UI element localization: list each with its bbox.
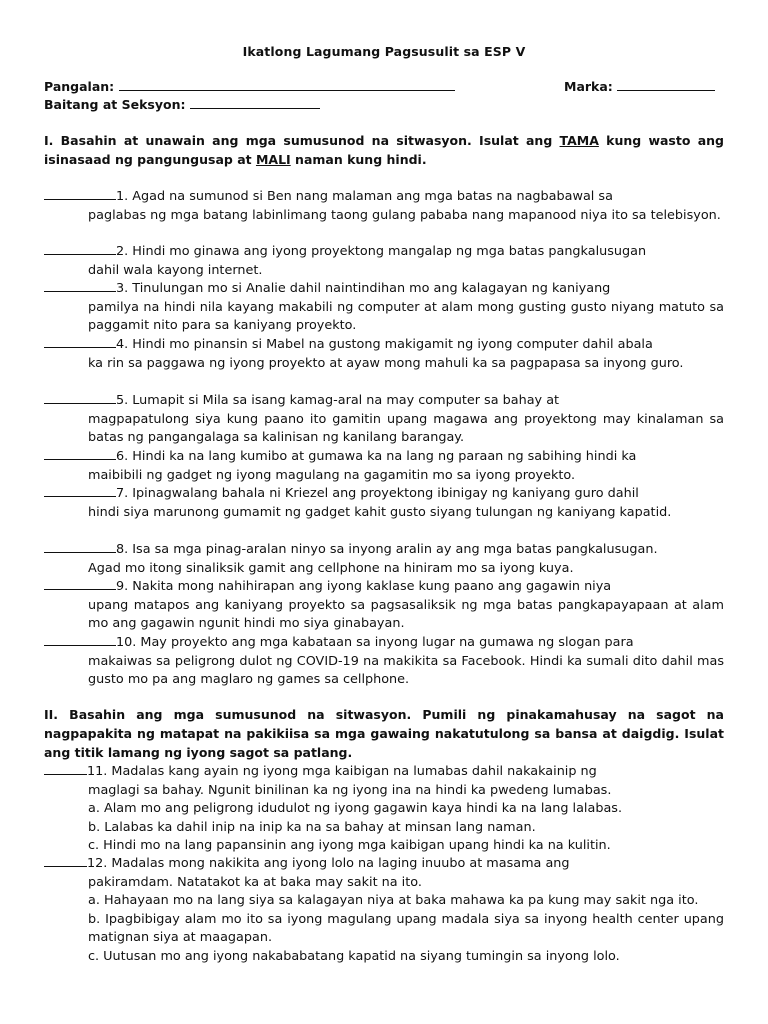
- part1-instructions: [44, 131, 724, 169]
- question-item-8: [44, 539, 724, 578]
- name-field: [44, 78, 455, 94]
- question-text: 12. Madalas mong nakikita ang iyong lolo na laging inuubo at masama ang: [87, 856, 570, 871]
- name-label: Pangalan:: [44, 79, 115, 94]
- question-text-cont: ka rin sa paggawa ng iyong proyekto at ayaw mong mahuli ka sa pagpapasa sa inyong guro.: [88, 355, 684, 371]
- answer-blank[interactable]: [44, 853, 87, 867]
- question-item-6: [44, 446, 724, 485]
- choice-c: c. Uutusan mo ang iyong nakababatang kapatid na siyang tumingin sa inyong lolo.: [88, 948, 620, 964]
- question-item-3: [44, 278, 724, 336]
- question-text-cont: dahil wala kayong internet.: [88, 262, 263, 278]
- page-title: Ikatlong Lagumang Pagsusulit sa ESP V: [242, 44, 526, 59]
- grade-section-label: Baitang at Seksyon:: [44, 97, 186, 112]
- question-text: 11. Madalas kang ayain ng iyong mga kaibigan na lumabas dahil nakakainip ng: [87, 764, 597, 779]
- answer-blank[interactable]: [44, 483, 116, 497]
- answer-blank[interactable]: [44, 761, 87, 775]
- question-text-cont: pamilya na hindi nila kayang makabili ng computer at alam mong gusting gusto niyang matuto sa paggamit nito para sa kaniyang proyekto.: [88, 299, 724, 333]
- question-text: 7. Ipinagwalang bahala ni Kriezel ang proyektong ibinigay ng kaniyang guro dahil: [116, 486, 639, 501]
- choice-c: c. Hindi mo na lang papansinin ang iyong mga kaibigan upang hindi ka na kulitin.: [88, 838, 611, 853]
- score-label: Marka:: [564, 79, 613, 94]
- question-text: 1. Agad na sumunod si Ben nang malaman ang mga batas na nagbabawal sa: [116, 189, 613, 204]
- question-item-11: [44, 761, 724, 856]
- part1-heading-text-b: kung wasto ang isinasaad ng pangungusap at: [44, 133, 724, 167]
- question-item-12: [44, 853, 724, 966]
- question-text-cont: pakiramdam. Natatakot ka at baka may sakit na ito.: [88, 874, 422, 890]
- name-blank[interactable]: [119, 78, 455, 91]
- question-text: 9. Nakita mong nahihirapan ang iyong kaklase kung paano ang gagawin niya: [116, 579, 612, 594]
- question-text: 3. Tinulungan mo si Analie dahil naintindihan mo ang kalagayan ng kaniyang: [116, 281, 611, 296]
- tama-keyword: TAMA: [559, 133, 599, 148]
- answer-blank[interactable]: [44, 186, 116, 200]
- answer-blank[interactable]: [44, 539, 116, 553]
- question-item-9: [44, 576, 724, 634]
- question-item-4: [44, 334, 724, 373]
- question-item-2: [44, 241, 724, 280]
- question-text-cont: magpapatulong siya kung paano ito gamitin upang magawa ang proyektong may kinalaman sa batas ng pangangalaga sa kalinisan ng kanilang barangay.: [88, 411, 724, 445]
- question-text: 2. Hindi mo ginawa ang iyong proyektong mangalap ng mga batas pangkalusugan: [116, 244, 647, 259]
- answer-blank[interactable]: [44, 390, 116, 404]
- question-text-cont: maibibili ng gadget ng iyong magulang na gagamitin mo sa iyong proyekto.: [88, 467, 576, 483]
- grade-section-blank[interactable]: [190, 96, 320, 109]
- question-text: 5. Lumapit si Mila sa isang kamag-aral na may computer sa bahay at: [116, 393, 560, 408]
- question-item-5: [44, 390, 724, 448]
- question-text-cont: maglagi sa bahay. Ngunit binilinan ka ng iyong ina na hindi ka pwedeng lumabas.: [88, 782, 612, 798]
- question-text: 4. Hindi mo pinansin si Mabel na gustong makigamit ng iyong computer dahil abala: [116, 337, 653, 352]
- question-text-cont: upang matapos ang kaniyang proyekto sa pagsasaliksik ng mga batas pangkapayapaan at alam mo ang gagawin ngunit hindi mo siya ginabayan.: [88, 597, 724, 631]
- answer-blank[interactable]: [44, 632, 116, 646]
- answer-blank[interactable]: [44, 241, 116, 255]
- score-field: [564, 78, 715, 94]
- mali-keyword: MALI: [255, 152, 291, 167]
- part1-heading-text-c: naman kung hindi.: [290, 152, 427, 167]
- question-text-cont: Agad mo itong sinaliksik gamit ang cellphone na hiniram mo sa iyong kuya.: [88, 560, 574, 576]
- question-text-cont: makaiwas sa peligrong dulot ng COVID-19 na makikita sa Facebook. Hindi ka sumali dito dahil mas gusto mo pa ang maglaro ng games sa cellphone.: [88, 653, 724, 687]
- score-blank[interactable]: [617, 78, 715, 91]
- question-item-7: [44, 483, 724, 522]
- question-text: 10. May proyekto ang mga kabataan sa inyong lugar na gumawa ng slogan para: [116, 635, 634, 650]
- choice-a: a. Alam mo ang peligrong idudulot ng iyong gagawin kaya hindi ka na lang lalabas.: [88, 801, 623, 816]
- answer-blank[interactable]: [44, 446, 116, 460]
- question-text: 8. Isa sa mga pinag-aralan ninyo sa inyong aralin ay ang mga batas pangkalusugan.: [116, 542, 658, 557]
- grade-section-field: [44, 96, 320, 112]
- choice-b: b. Ipagbibigay alam mo ito sa iyong magulang upang madala siya sa inyong health center upang matignan siya at maagapan.: [88, 911, 724, 945]
- choice-b: b. Lalabas ka dahil inip na inip ka na sa bahay at minsan lang naman.: [88, 819, 536, 835]
- answer-blank[interactable]: [44, 278, 116, 292]
- question-text-cont: hindi siya marunong gumamit ng gadget kahit gusto siyang tulungan ng kaniyang kapatid.: [88, 504, 672, 520]
- question-item-10: [44, 632, 724, 690]
- question-text: 6. Hindi ka na lang kumibo at gumawa ka na lang ng paraan ng sabihing hindi ka: [116, 449, 637, 464]
- choice-a: a. Hahayaan mo na lang siya sa kalagayan niya at baka mahawa ka pa kung may sakit nga ito.: [88, 893, 699, 908]
- answer-blank[interactable]: [44, 334, 116, 348]
- part1-heading-text-a: I. Basahin at unawain ang mga sumusunod na sitwasyon. Isulat ang: [44, 133, 560, 148]
- answer-blank[interactable]: [44, 576, 116, 590]
- part2-instructions: II. Basahin ang mga sumusunod na sitwasyon. Pumili ng pinakamahusay na sagot na nagpapakita ng matapat na pakikiisa sa mga gawaing nakatutulong sa bansa at daigdig. Isulat ang titik lamang ng iyong sagot sa patlang.: [44, 707, 724, 760]
- question-item-1: [44, 186, 724, 225]
- question-text-cont: paglabas ng mga batang labinlimang taong gulang pababa nang mapanood niya ito sa telebisyon.: [88, 207, 721, 223]
